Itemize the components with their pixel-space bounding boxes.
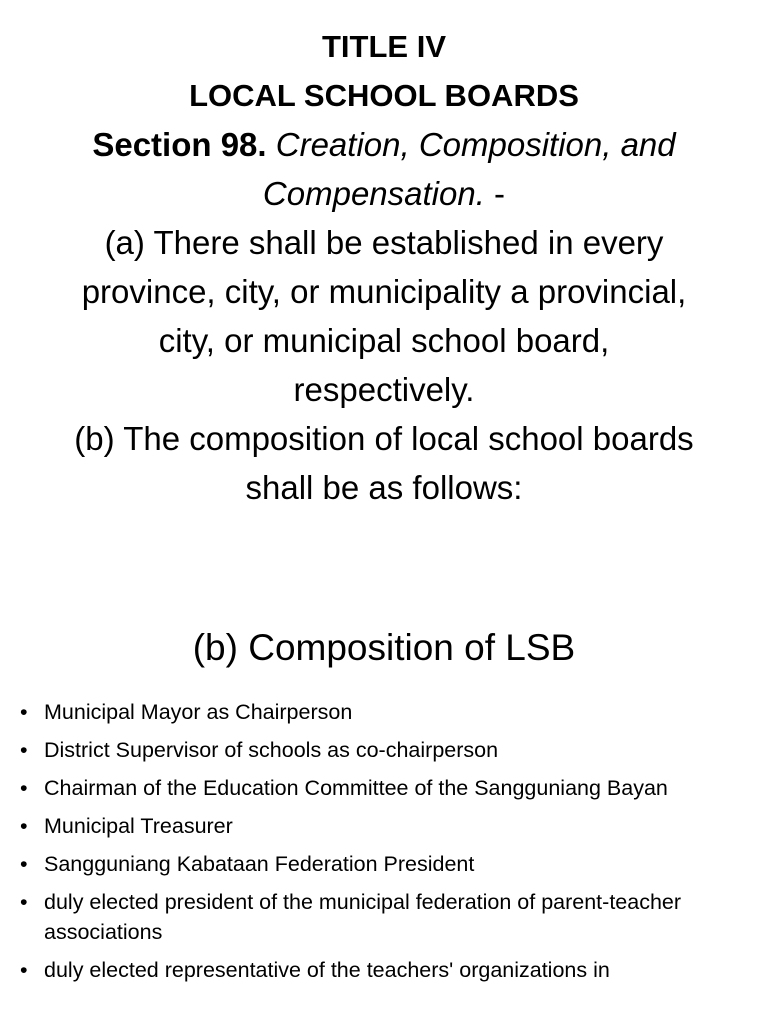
bullet-icon: • [20, 852, 28, 876]
composition-heading: (b) Composition of LSB [192, 627, 576, 668]
list-item [18, 955, 748, 985]
bullet-icon: • [20, 738, 28, 762]
paragraph-b-line: (b) The composition of local school boards [74, 420, 694, 457]
list-item-text: Municipal Mayor as Chairperson [44, 700, 353, 724]
composition-list [18, 697, 748, 993]
section-title-part1: Creation, Composition, and [275, 126, 676, 163]
bullet-icon: • [20, 814, 28, 838]
section-heading-line-2 [0, 169, 768, 218]
paragraph-a-line: city, or municipal school board, [158, 322, 610, 359]
list-item [18, 887, 748, 947]
list-item [18, 735, 748, 765]
section-heading-line [0, 120, 768, 169]
list-item-text: Sangguniang Kabataan Federation President [44, 852, 475, 876]
section-title-part2: Compensation. [262, 175, 485, 212]
paragraph-b-line: shall be as follows: [245, 469, 523, 506]
list-item-text: District Supervisor of schools as co-chairperson [44, 738, 499, 762]
bullet-icon: • [20, 890, 28, 914]
list-item [18, 811, 748, 841]
section-label: Section 98. [92, 126, 267, 163]
bullet-icon: • [20, 958, 28, 982]
list-item-text: Municipal Treasurer [44, 814, 233, 838]
bullet-icon: • [20, 776, 28, 800]
slide-composition [0, 600, 768, 1024]
list-item [18, 849, 748, 879]
list-item [18, 697, 748, 727]
list-item-text: duly elected representative of the teachers' organizations in [44, 958, 610, 982]
list-item-text: Chairman of the Education Committee of the Sangguniang Bayan [44, 776, 668, 800]
list-item [18, 773, 748, 803]
subtitle-heading: LOCAL SCHOOL BOARDS [189, 78, 579, 113]
section-title-dash: - [484, 175, 506, 212]
paragraph-a-line: respectively. [293, 371, 475, 408]
paragraph-a-line: province, city, or municipality a provincial, [81, 273, 687, 310]
list-item-text: duly elected president of the municipal federation of parent-teacher associations [44, 890, 682, 944]
bullet-icon: • [20, 700, 28, 724]
title-heading: TITLE IV [322, 29, 446, 64]
paragraph-a-line: (a) There shall be established in every [104, 224, 664, 261]
